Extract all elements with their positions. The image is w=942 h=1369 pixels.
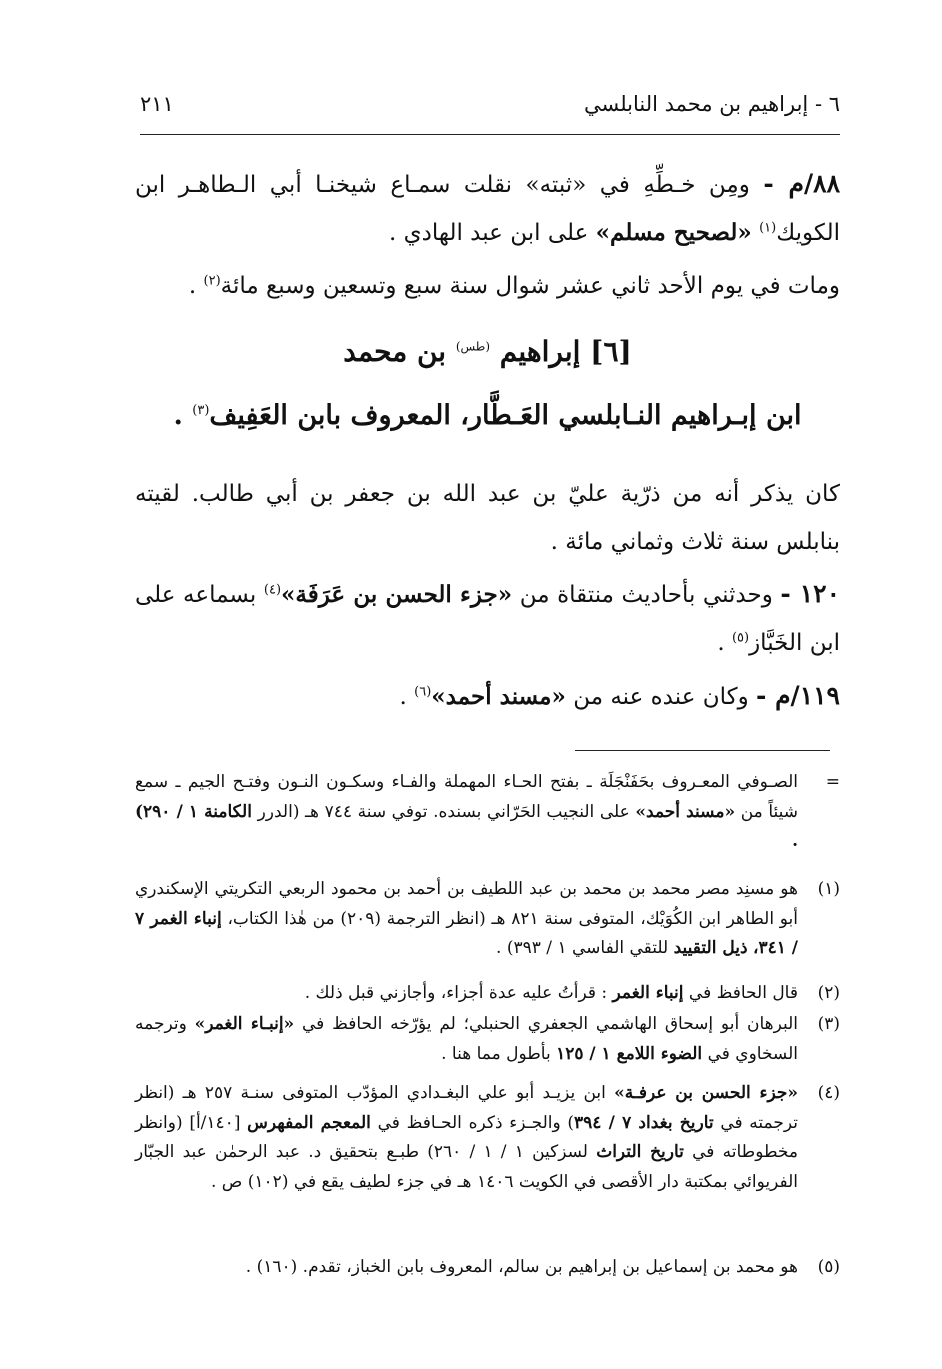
biography-heading <box>135 330 840 374</box>
entry-number: ١٢٠ - <box>780 579 841 608</box>
book-title: المعجم المفهرس <box>247 1112 371 1133</box>
footnote-ref: (٤) <box>263 582 282 598</box>
footnote-text: هو مسنِد مصر محمد بن محمد بن عبد اللطيف بن أحمد بن محمود الربعي التكريتي الإسكندري أبو الطاهر ابن الكُوَيْك، المتوفى سنة ٨٢١ هـ (انظر الترجمة (٢٠٩) من هٰذا الكتاب، <box>135 879 799 929</box>
entry-88 <box>135 160 840 257</box>
footnote-body <box>135 875 798 964</box>
entry-119 <box>135 672 840 721</box>
book-title: «مسند أحمد» <box>635 801 736 822</box>
book-title: الكامنة ١ / ٢٩٠) . <box>135 801 798 851</box>
book-title: إنباء الغمر ٧ / ٣٤١، <box>135 908 798 958</box>
punctuation: . <box>399 684 415 710</box>
page-number: ٢١١ <box>140 92 174 116</box>
footnote-4 <box>135 1079 840 1197</box>
footnote-body <box>135 1253 798 1283</box>
footnote-text: للتقي الفاسي ١ / ٣٩٣) . <box>496 938 669 958</box>
footnote-text: قال الحافظ في <box>688 983 798 1003</box>
punctuation: . <box>717 630 732 656</box>
book-title: إنباء الغمر <box>612 983 684 1003</box>
footnote-text: بأطول مما هنا . <box>441 1043 551 1064</box>
book-title: الضوء اللامع ١ / ١٢٥ <box>556 1043 703 1064</box>
footnote-body <box>135 768 798 857</box>
book-title: ذيل التقييد <box>673 938 748 958</box>
death-text: ومات في يوم الأحد ثاني عشر شوال سنة سبع وتسعين وسبع مائة <box>220 273 840 299</box>
death-note <box>135 262 840 310</box>
footnote-marker: = <box>825 772 840 792</box>
footnote-marker: (٥) <box>817 1257 840 1277</box>
heading-number-name: [٦] إبراهيم <box>499 335 632 368</box>
book-title: «إنبـاء الغمر» <box>194 1014 295 1034</box>
book-title: تاريخ بغداد ٧ / ٣٩٤ <box>574 1112 714 1133</box>
footnote-text: لسزكين ١ / ١ / ٢٦٠) طبـع بتحقيق د. عبد الرحمٰن عبد الجبّار الفريوائي بمكتبة دار الأقصى في الكويت ١٤٠٦ هـ في جزء لطيف يقع في (١٠٢) ص . <box>135 1142 798 1192</box>
footnote-text: : قرأتُ عليه عدة أجزاء، وأجازني قبل ذلك . <box>304 983 608 1003</box>
entry-text: على ابن عبد الهادي . <box>388 220 589 246</box>
footnote-text: هو محمد بن إسماعيل بن إبراهيم بن سالم، المعروف بابن الخباز، تقدم. (١٦٠) . <box>245 1257 798 1277</box>
footnote-text: الصـوفي المعـروف بحَفَنْجَلَة ـ بفتح الحـاء المهملة والفـاء وسكـون النـون وفتـح الجيم ـ سمع شيئاً من <box>135 772 799 822</box>
biography-subheading <box>135 392 840 440</box>
entry-120 <box>135 570 840 667</box>
entry-text: ومِن خـطِّهِ في «ثبته» نقلت سمـاع شيخنـا أبي الـطاهـر ابن الكويك <box>135 172 840 246</box>
entry-text: بسماعه على ابن الخَبَّاز <box>135 582 840 656</box>
entry-number: ١١٩/م - <box>756 681 840 710</box>
running-title: ٦ - إبراهيم بن محمد النابلسي <box>583 92 840 116</box>
footnote-ref: (٢) <box>203 273 221 289</box>
footnote-ref: (٣) <box>192 403 210 418</box>
punctuation: . <box>173 400 193 431</box>
biography-intro <box>135 470 840 566</box>
footnote-marker: (٣) <box>817 1014 840 1034</box>
footnote-2 <box>135 979 840 1009</box>
manuscript-mark: (طس) <box>455 339 491 354</box>
book-title: تاريخ التراث <box>596 1142 684 1162</box>
footnote-body <box>135 979 798 1009</box>
subheading-text: ابن إبـراهيم النـابلسي العَـطَّار، المعروف بابن العَفِيف <box>209 400 802 431</box>
header-rule <box>140 134 840 135</box>
footnote-body <box>135 1010 798 1069</box>
footnote-text: البرهان أبو إسحاق الهاشمي الجعفري الحنبلي؛ لم يؤرّخه الحافظ في <box>301 1014 799 1034</box>
book-title: «مسند أحمد» <box>431 683 566 710</box>
footnote-ref: (٥) <box>731 630 750 646</box>
footnote-5 <box>135 1253 840 1283</box>
footnote-continuation <box>135 768 840 857</box>
footnote-body <box>135 1079 798 1197</box>
footnote-3 <box>135 1010 840 1069</box>
book-title: «جزء الحسن بن عرفـة» <box>614 1083 798 1103</box>
entry-text: وحدثني بأحاديث منتقاة من <box>519 582 773 608</box>
footnote-text: على النجيب الحَرّاني بسنده. توفي سنة ٧٤٤ هـ (الدرر <box>257 801 630 822</box>
footnote-marker: (٤) <box>817 1083 840 1103</box>
footnote-text: وترجمه السخاوي في <box>135 1014 798 1064</box>
footnote-1 <box>135 875 840 964</box>
footnote-marker: (١) <box>817 879 840 899</box>
intro-text: كان يذكر أنه من ذرّية عليّ بن عبد الله بن جعفر بن أبي طالب. لقيته بنابلس سنة ثلاث وثماني مائة . <box>135 481 840 555</box>
footnote-marker: (٢) <box>817 983 840 1003</box>
running-header <box>140 88 840 128</box>
entry-number: ٨٨/م - <box>763 169 840 198</box>
footnote-text: ) والجـزء ذكره الحـافظ في <box>377 1112 575 1133</box>
footnote-text: ابن يزيـد أبو علي البغـدادي المؤدّب المتوفى سنـة ٢٥٧ هـ (انظر ترجمته في <box>135 1083 799 1133</box>
book-title: «جزء الحسن بن عَرَفَة» <box>281 581 513 608</box>
footnote-ref: (٦) <box>414 684 432 700</box>
footnote-ref: (١) <box>759 220 777 236</box>
punctuation: . <box>188 273 204 299</box>
entry-text: وكان عنده عنه من <box>573 684 749 710</box>
footnote-separator <box>575 750 830 751</box>
heading-name-end: بن محمد <box>343 335 447 368</box>
book-title: «لصحيح مسلم» <box>595 219 752 246</box>
footnote-text: [١٤٠/أ] (وانظر مخطوطاته في <box>135 1112 798 1162</box>
